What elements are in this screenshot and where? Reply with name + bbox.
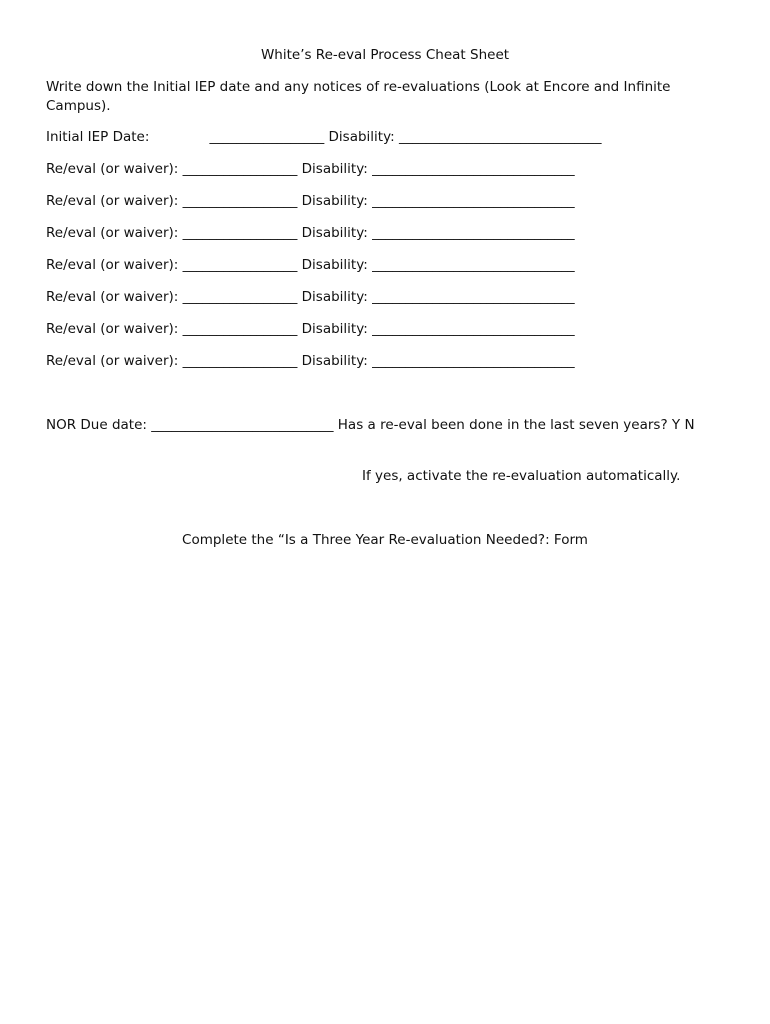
complete-form-instruction: Complete the “Is a Three Year Re-evaluation Needed?: Form [182, 532, 588, 548]
reeval-row: Re/eval (or waiver): _________________ Disability: ______________________________ [46, 353, 575, 369]
reeval-row: Re/eval (or waiver): _________________ Disability: ______________________________ [46, 257, 575, 273]
reeval-row: Re/eval (or waiver): _________________ Disability: ______________________________ [46, 161, 575, 177]
reeval-row: Re/eval (or waiver): _________________ Disability: ______________________________ [46, 321, 575, 337]
reeval-row: Re/eval (or waiver): _________________ Disability: ______________________________ [46, 193, 575, 209]
if-yes-note: If yes, activate the re-evaluation automatically. [362, 468, 681, 484]
reeval-row: Re/eval (or waiver): _________________ Disability: ______________________________ [46, 289, 575, 305]
nor-due-date-row: NOR Due date: ___________________________ Has a re-eval been done in the last seven years? Y N [46, 417, 695, 433]
reeval-row: Re/eval (or waiver): _________________ Disability: ______________________________ [46, 225, 575, 241]
instructions-text: Write down the Initial IEP date and any notices of re-evaluations (Look at Encore and Infinite Campus). [46, 79, 671, 114]
initial-iep-row: Initial IEP Date: _________________ Disability: ______________________________ [46, 129, 602, 145]
document-title: White’s Re-eval Process Cheat Sheet [260, 47, 510, 63]
